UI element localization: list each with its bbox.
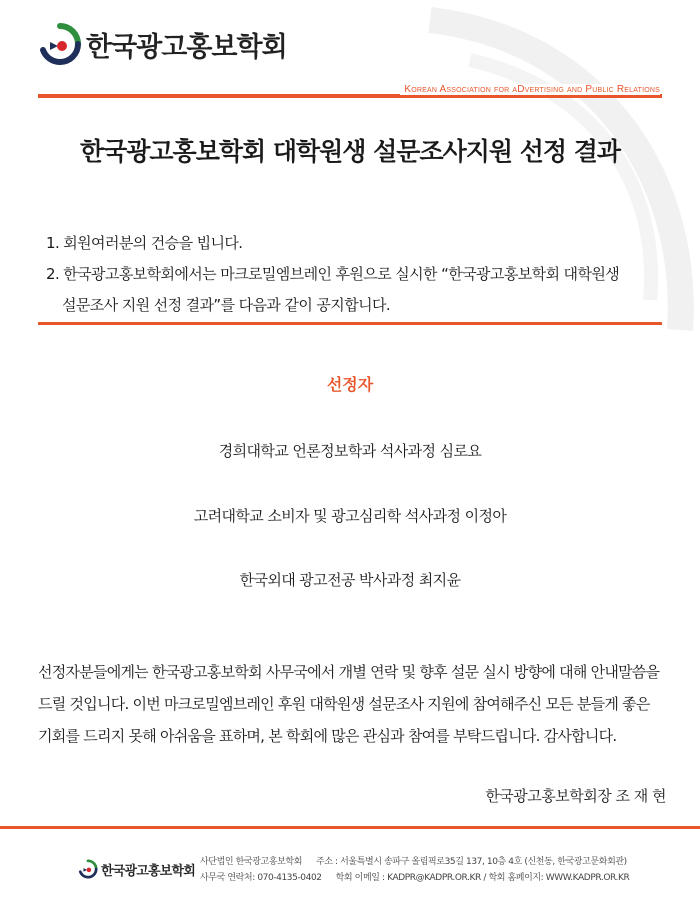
selection-heading: 선정자 [326,375,374,394]
footer-logo [78,859,195,879]
closing-message-line-3: 기회를 드리지 못해 아쉬움을 표하며, 본 학회에 많은 관심과 참여를 부탁드립니다. 감사합니다. [38,727,617,745]
closing-message [38,656,668,752]
winner-3: 한국외대 광고전공 박사과정 최지윤 [239,571,461,589]
notice-divider [38,322,662,325]
org-emblem-icon [78,859,98,879]
notice-item-2-line-1: 2. 한국광고홍보학회에서는 마크로밀엠브레인 후원으로 실시한 “한국광고홍보학회 대학원생 [46,265,620,283]
footer-org-name: 한국광고홍보학회 [101,863,196,879]
closing-message-line-2: 드릴 것입니다. 이번 마크로밀엠브레인 후원 대학원생 설문조사 지원에 참여해주신 모든 분들게 좋은 [38,695,650,713]
notice-item-1: 1. 회원여러분의 건승을 빕니다. [46,234,243,252]
org-emblem-icon [38,22,82,66]
closing-message-line-1: 선정자분들에게는 한국광고홍보학회 사무국에서 개별 연락 및 향후 설문 실시 방향에 대해 안내말씀을 [38,663,660,681]
winner-1: 경희대학교 언론정보학과 석사과정 심로요 [218,442,482,460]
winner-2: 고려대학교 소비자 및 광고심리학 석사과정 이정아 [193,507,507,525]
footer-phone: 사무국 연락처: 070-4135-0402 [200,873,322,883]
footer [0,829,700,915]
footer-email-web: 학회 이메일 : KADPR@KADPR.OR.KR / 학회 홈페이지: WWW.KADPR.OR.KR [335,873,630,883]
org-logo [38,22,287,66]
footer-contact-info [200,854,629,886]
notice-list [46,228,666,321]
org-name-english: Korean Association for aDvertising and Public Relations [400,84,660,95]
footer-corp-label: 사단법인 한국광고홍보학회 [200,857,302,867]
letterhead [0,0,700,110]
notice-item-2-line-2: 설문조사 지원 선정 결과”를 다음과 같이 공지합니다. [62,296,391,314]
footer-address: 주소 : 서울특별시 송파구 올림픽로35길 137, 10층 4호 (신천동, 한국광고문화회관) [316,857,627,867]
signature: 한국광고홍보학회장 조 재 현 [485,787,666,805]
org-name: 한국광고홍보학회 [86,31,287,63]
document-title: 한국광고홍보학회 대학원생 설문조사지원 선정 결과 [79,137,621,166]
